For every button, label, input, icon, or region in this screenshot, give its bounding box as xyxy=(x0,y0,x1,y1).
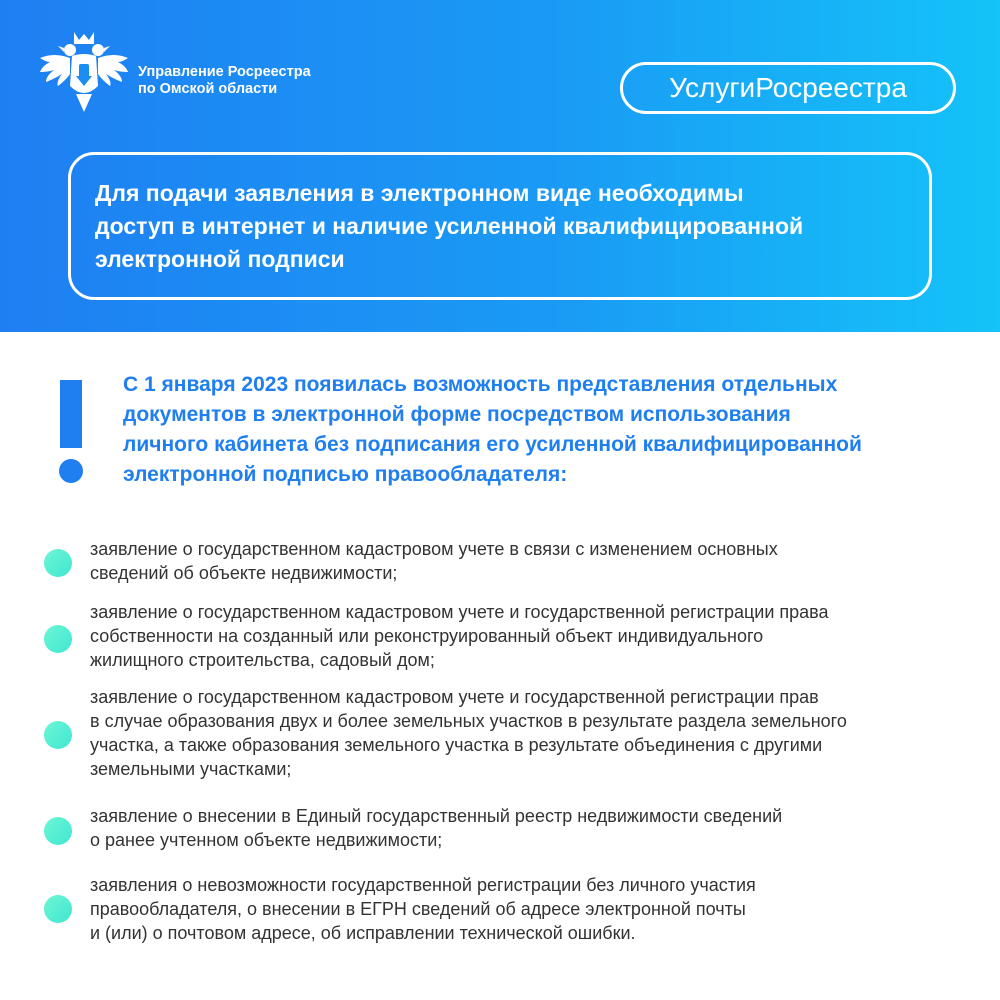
list-item-text xyxy=(90,600,970,672)
org-name-line2: по Омской области xyxy=(138,81,278,97)
list-item-line: заявление о внесении в Единый государственный реестр недвижимости сведений xyxy=(90,806,783,826)
list-item-line: заявление о государственном кадастровом учете и государственной регистрации прав xyxy=(90,687,819,707)
circle-bullet-icon xyxy=(44,625,72,653)
circle-bullet-icon xyxy=(44,817,72,845)
list-item-text xyxy=(90,873,970,945)
list-item-line: в случае образования двух и более земельных участков в результате раздела земельного xyxy=(90,711,847,731)
notice-box xyxy=(68,152,932,300)
list-item-line: жилищного строительства, садовый дом; xyxy=(90,650,435,670)
list-item-line: правообладателя, о внесении в ЕГРН сведений об адресе электронной почты xyxy=(90,899,746,919)
list-item-line: сведений об объекте недвижимости; xyxy=(90,563,398,583)
lead-line: электронной подписью правообладателя: xyxy=(123,463,568,486)
list-item-line: о ранее учтенном объекте недвижимости; xyxy=(90,830,443,850)
eagle-emblem-icon xyxy=(36,28,132,116)
circle-bullet-icon xyxy=(44,895,72,923)
list-item-line: заявления о невозможности государственной регистрации без личного участия xyxy=(90,875,756,895)
notice-line: Для подачи заявления в электронном виде необходимы xyxy=(95,180,744,206)
org-name-line1: Управление Росреестра xyxy=(138,64,311,80)
header-banner xyxy=(0,0,1000,332)
list-item-text xyxy=(90,685,970,781)
list-item-line: собственности на созданный или реконструированный объект индивидуального xyxy=(90,626,764,646)
list-item-line: участка, а также образования земельного участка в результате объединения с другими xyxy=(90,735,823,755)
notice-line: доступ в интернет и наличие усиленной квалифицированной xyxy=(95,213,804,239)
organization-name xyxy=(138,64,358,98)
lead-paragraph xyxy=(123,370,943,490)
list-item-text xyxy=(90,537,970,585)
exclamation-icon xyxy=(58,380,84,484)
list-item-text xyxy=(90,804,970,852)
hashtag-pill: УслугиРосреестра xyxy=(620,62,956,114)
list-item-line: заявление о государственном кадастровом учете в связи с изменением основных xyxy=(90,539,778,559)
lead-line: личного кабинета без подписания его усиленной квалифицированной xyxy=(123,433,862,456)
list-item-line: земельными участками; xyxy=(90,759,292,779)
notice-line: электронной подписи xyxy=(95,246,345,272)
lead-line: документов в электронной форме посредством использования xyxy=(123,403,791,426)
circle-bullet-icon xyxy=(44,721,72,749)
list-item-line: и (или) о почтовом адресе, об исправлении технической ошибки. xyxy=(90,923,636,943)
lead-line: С 1 января 2023 появилась возможность представления отдельных xyxy=(123,373,838,396)
list-item-line: заявление о государственном кадастровом учете и государственной регистрации права xyxy=(90,602,829,622)
circle-bullet-icon xyxy=(44,549,72,577)
